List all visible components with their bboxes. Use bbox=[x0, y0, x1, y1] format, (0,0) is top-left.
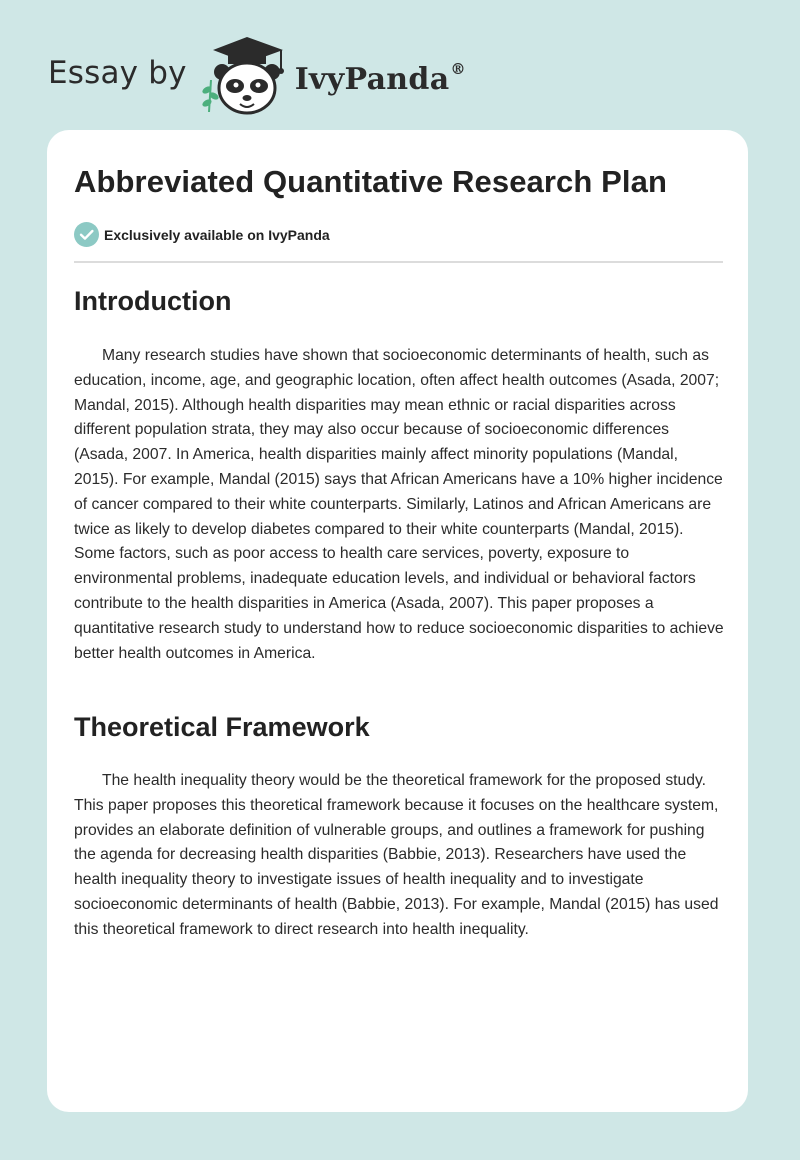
check-circle-icon bbox=[74, 222, 99, 247]
section-heading-introduction: Introduction bbox=[74, 286, 232, 316]
registered-mark: ® bbox=[450, 59, 466, 78]
exclusive-badge bbox=[74, 222, 330, 247]
page-title: Abbreviated Quantitative Research Plan bbox=[74, 164, 667, 199]
title-divider bbox=[74, 261, 723, 263]
section-heading-theoretical-framework: Theoretical Framework bbox=[74, 712, 370, 742]
essay-card bbox=[47, 130, 748, 1112]
section-paragraph-theoretical-framework: The health inequality theory would be the theoretical framework for the proposed study. This paper proposes this theoretical framework because it focuses on the healthcare system, provides an elaborate definition of vulnerable groups, and outlines a framework for pushing the agenda for decreasing health disparities (Babbie, 2013). Researchers have used the health inequality theory to investigate issues of health inequality and to investigate socioeconomic determinants of health (Babbie, 2013). For example, Mandal (2015) has used this theoretical framework to direct research into health inequality. bbox=[74, 772, 719, 938]
brand-name: IvyPanda® bbox=[294, 59, 466, 97]
panda-graduate-logo-icon bbox=[201, 36, 291, 116]
section-paragraph-introduction: Many research studies have shown that socioeconomic determinants of health, such as education, income, age, and geographic location, often affect health outcomes (Asada, 2007; Mandal, 2015). Although health disparities may mean ethnic or racial disparities across different population strata, they may also occur because of socioeconomic differences (Asada, 2007. In America, health disparities mainly affect minority populations (Mandal, 2015). For example, Mandal (2015) says that African Americans have a 10% higher incidence of cancer compared to their white counterparts. Similarly, Latinos and African Americans are twice as likely to develop diabetes compared to their white counterparts (Mandal, 2015). Some factors, such as poor access to health care services, poverty, exposure to environmental problems, inadequate education levels, and individual or behavioral factors contribute to the health disparities in America (Asada, 2007). This paper proposes a quantitative research study to understand how to reduce socioeconomic disparities to achieve better health outcomes in America. bbox=[74, 347, 724, 662]
brand-header bbox=[48, 36, 466, 116]
brand-prefix: Essay by bbox=[48, 55, 187, 91]
badge-label: Exclusively available on IvyPanda bbox=[104, 226, 330, 243]
